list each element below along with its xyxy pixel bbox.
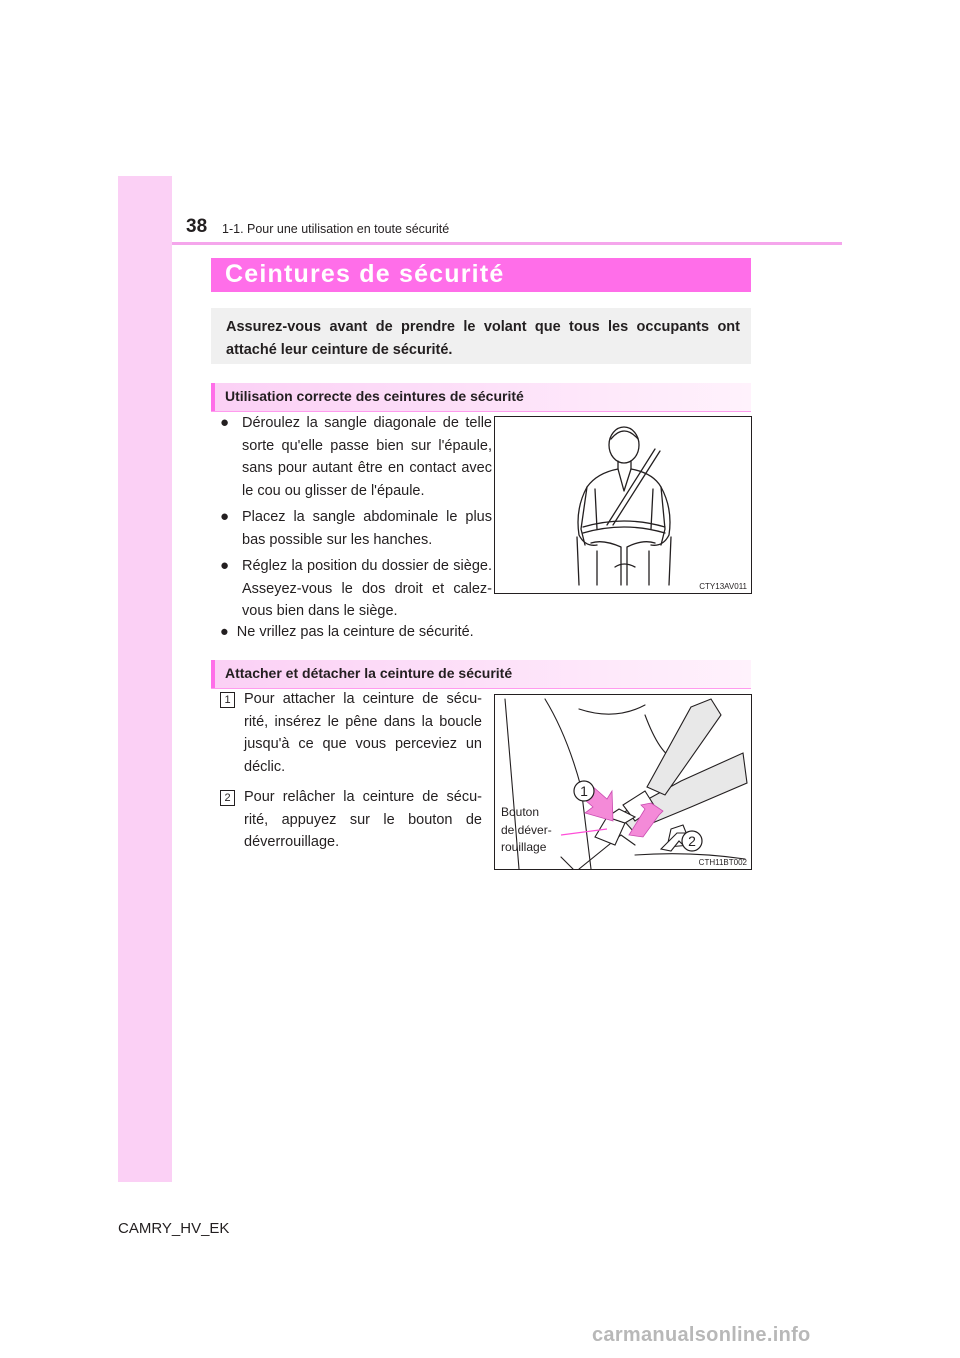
bullet-icon: ● [220, 557, 230, 574]
header-rule [172, 242, 842, 245]
callout-line: de déver- [501, 822, 552, 837]
bullet-text: Déroulez la sangle diagonale de telle sorte qu'elle passe bien sur l'épaule, sans pour autant être en contact avec le cou ou glisser de l'épaule. [242, 415, 492, 499]
list-item [220, 412, 492, 502]
section-heading-buckle [211, 660, 751, 688]
step-text: Pour attacher la ceinture de sécu-rité, insérez le pêne dans la boucle jusqu'à ce que vous perceviez un déclic. [244, 691, 482, 775]
list-item [220, 506, 492, 551]
marker-2-label: 2 [688, 833, 696, 849]
watermark: carmanualsonline.info [592, 1324, 811, 1346]
buckle-step-list [220, 688, 482, 862]
list-item [220, 624, 474, 640]
side-tab [118, 176, 172, 1182]
page-number: 38 [186, 216, 208, 237]
intro-box [211, 308, 751, 364]
list-item [220, 555, 492, 623]
section-heading-usage-text: Utilisation correcte des ceintures de sécurité [225, 388, 524, 404]
bullet-icon: ● [220, 414, 230, 431]
release-button-callout [501, 804, 552, 857]
page-title-bar [211, 258, 751, 292]
bullet-text: Placez la sangle abdominale le plus bas possible sur les hanches. [242, 509, 492, 548]
step-number-badge: 1 [220, 692, 235, 708]
page-title: Ceintures de sécurité [225, 260, 505, 288]
bullet-icon: ● [220, 508, 230, 525]
model-code: CAMRY_HV_EK [118, 1220, 230, 1237]
bullet-icon: ● [220, 624, 229, 640]
callout-line: rouillage [501, 840, 547, 854]
seated-occupant-illustration [494, 416, 752, 594]
seatbelt-posture-drawing [495, 417, 751, 593]
figure-code: CTY13AV011 [699, 582, 747, 591]
intro-text: Assurez-vous avant de prendre le volant que tous les occupants ont attaché leur ceinture de sécurité. [226, 319, 740, 358]
callout-line: Bouton [501, 805, 540, 819]
section-header: 1-1. Pour une utilisation en toute sécurité [222, 222, 450, 236]
marker-1-label: 1 [580, 783, 588, 799]
list-item [220, 688, 482, 778]
section-heading-usage [211, 383, 751, 411]
bullet-text: Réglez la position du dossier de siège. Asseyez-vous le dos droit et calez-vous bien dans le siège. [242, 558, 492, 619]
step-number-badge: 2 [220, 790, 235, 806]
bullet-text: Ne vrillez pas la ceinture de sécurité. [236, 624, 474, 640]
list-item [220, 786, 482, 854]
usage-bullet-list [220, 412, 492, 627]
section-heading-buckle-text: Attacher et détacher la ceinture de sécurité [225, 665, 513, 681]
figure-code: CTH11BT002 [698, 858, 747, 867]
step-text: Pour relâcher la ceinture de sécu-rité, appuyez sur le bouton de déverrouillage. [244, 789, 482, 850]
